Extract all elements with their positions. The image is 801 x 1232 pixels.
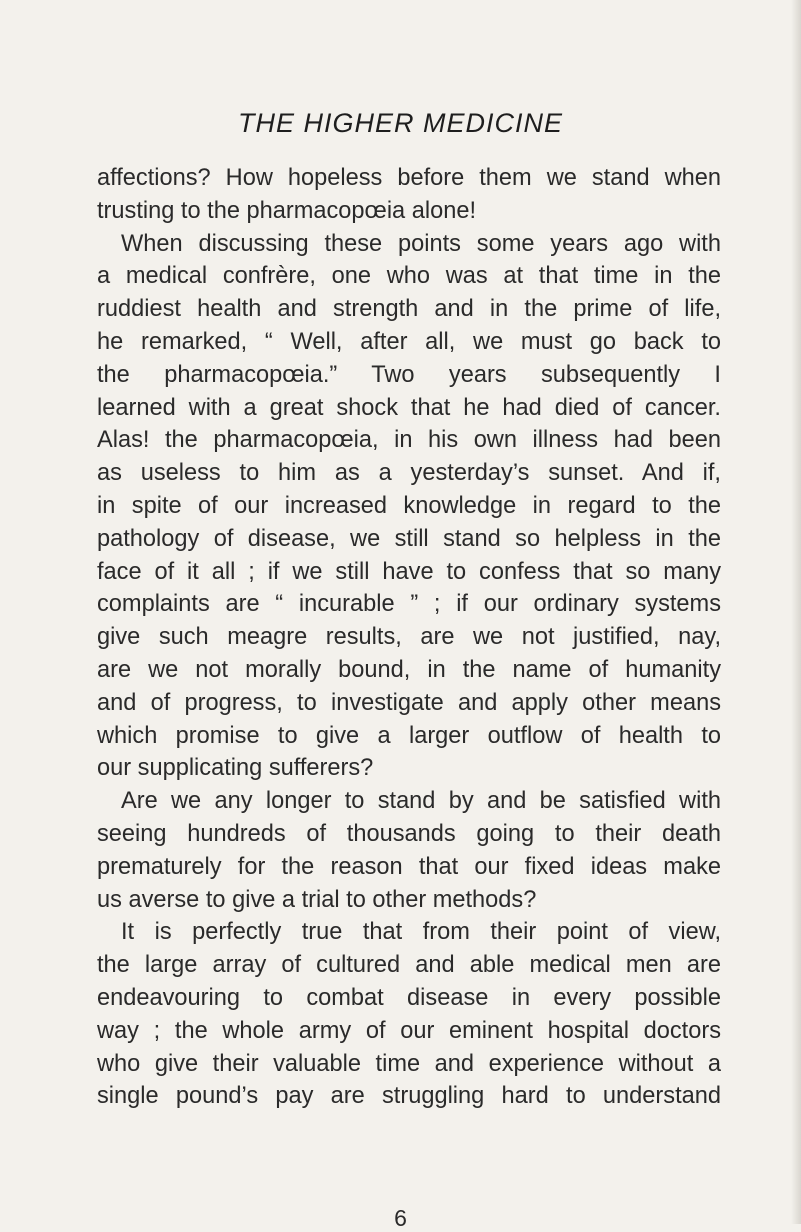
text-line: learned with a great shock that he had died of cancer. (97, 394, 721, 421)
text-line: as useless to him as a yesterday’s sunset. And if, (97, 460, 721, 487)
text-line: which promise to give a larger outflow of health to (97, 722, 721, 749)
text-line: Alas! the pharmacopœia, in his own illness had been (97, 427, 721, 454)
text-line: face of it all ; if we still have to confess that so many (97, 558, 721, 585)
text-line: prematurely for the reason that our fixed ideas make (97, 853, 721, 880)
page-edge-shadow (791, 0, 801, 1224)
text-line: Are we any longer to stand by and be satisfied with (121, 788, 721, 815)
text-line: seeing hundreds of thousands going to their death (97, 820, 721, 847)
text-line: give such meagre results, are we not justified, nay, (97, 624, 721, 651)
text-line: pathology of disease, we still stand so helpless in the (97, 525, 721, 552)
text-line: are we not morally bound, in the name of humanity (97, 656, 721, 683)
text-line: complaints are “ incurable ” ; if our ordinary systems (97, 591, 721, 618)
page-number: 6 (394, 1205, 407, 1231)
text-line: our supplicating sufferers? (97, 755, 374, 782)
text-line: us averse to give a trial to other methods? (97, 886, 537, 913)
text-line: he remarked, “ Well, after all, we must go back to (97, 328, 721, 355)
text-line: the large array of cultured and able medical men are (97, 952, 721, 979)
body-text (97, 162, 721, 1113)
text-line: who give their valuable time and experience without a (97, 1050, 721, 1077)
text-line: and of progress, to investigate and apply other means (97, 689, 721, 716)
running-head: THE HIGHER MEDICINE (237, 108, 564, 138)
text-line: single pound’s pay are struggling hard to understand (97, 1083, 721, 1110)
text-line: endeavouring to combat disease in every possible (97, 984, 721, 1011)
text-line: It is perfectly true that from their point of view, (121, 919, 721, 946)
text-line: a medical confrère, one who was at that time in the (97, 263, 721, 290)
text-line: ruddiest health and strength and in the prime of life, (97, 296, 721, 323)
text-line: trusting to the pharmacopœia alone! (97, 197, 477, 224)
text-line: the pharmacopœia.” Two years subsequently I (97, 361, 721, 388)
text-line: affections? How hopeless before them we stand when (97, 165, 721, 191)
text-line: way ; the whole army of our eminent hospital doctors (97, 1017, 721, 1044)
text-line: in spite of our increased knowledge in regard to the (97, 492, 721, 519)
text-line: When discussing these points some years ago with (121, 230, 721, 257)
